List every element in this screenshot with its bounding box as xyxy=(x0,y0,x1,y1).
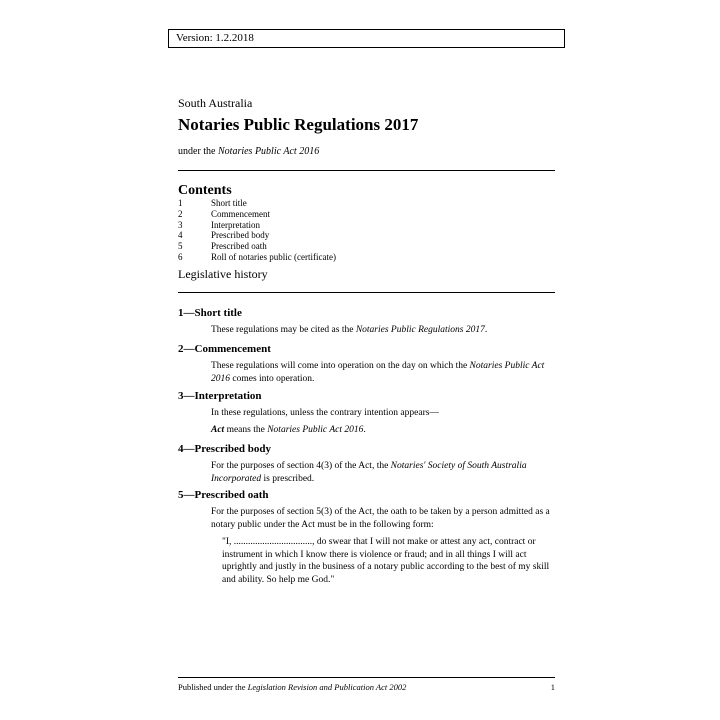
footer-act-link[interactable]: Legislation Revision and Publication Act 2002 xyxy=(247,682,407,692)
divider-top xyxy=(178,170,555,171)
toc-label: Interpretation xyxy=(211,219,260,230)
toc-item[interactable] xyxy=(178,252,336,263)
section-text-short-title xyxy=(211,324,556,337)
defined-term: Act xyxy=(211,425,225,435)
table-of-contents xyxy=(178,198,336,263)
text-span: comes into operation. xyxy=(230,373,315,384)
section-text-interpretation: In these regulations, unless the contrary intention appears— xyxy=(211,408,439,418)
footer-publication xyxy=(178,682,406,692)
toc-label: Commencement xyxy=(211,208,270,219)
text-span: means the xyxy=(224,425,268,435)
section-text-commencement xyxy=(211,360,556,385)
toc-item[interactable] xyxy=(178,209,336,220)
section-text-prescribed-body xyxy=(211,460,556,485)
toc-legislative-history[interactable]: Legislative history xyxy=(178,267,268,281)
text-span: These regulations may be cited as the xyxy=(211,325,356,335)
section-heading-interpretation: 3—Interpretation xyxy=(178,390,262,402)
text-span: Published under the xyxy=(178,682,248,692)
text-span: For the purposes of section 4(3) of the Act, the xyxy=(211,461,391,471)
divider-footer xyxy=(178,677,555,678)
text-span: . xyxy=(484,325,488,335)
page-number: 1 xyxy=(550,682,555,692)
toc-number: 2 xyxy=(178,208,183,219)
toc-item[interactable] xyxy=(178,230,336,241)
toc-item[interactable] xyxy=(178,241,336,252)
toc-label: Prescribed body xyxy=(211,230,270,241)
divider-contents xyxy=(178,292,555,293)
toc-number: 5 xyxy=(178,241,183,252)
version-label: Version: 1.2.2018 xyxy=(176,32,254,44)
italic-span: Notaries Public Regulations 2017 xyxy=(355,325,485,335)
toc-item[interactable] xyxy=(178,220,336,231)
under-prefix: under the xyxy=(178,146,218,157)
section-heading-prescribed-body: 4—Prescribed body xyxy=(178,443,271,455)
definition-act xyxy=(211,424,556,437)
page-footer xyxy=(178,682,555,692)
under-act-link[interactable]: Notaries Public Act 2016 xyxy=(218,146,320,157)
toc-label: Prescribed oath xyxy=(211,241,267,252)
toc-number: 3 xyxy=(178,219,183,230)
page-title: Notaries Public Regulations 2017 xyxy=(178,115,419,134)
italic-span: Notaries Public Act 2016 xyxy=(211,361,545,384)
text-span: . xyxy=(363,425,366,435)
toc-label: Short title xyxy=(211,198,247,208)
italic-span: Notaries' Society of South Australia Incorporated xyxy=(211,461,527,484)
under-act-line xyxy=(178,146,319,157)
section-text-prescribed-oath: For the purposes of section 5(3) of the Act, the oath to be taken by a person admitted as a notary public under the Act must be in the following form: xyxy=(211,507,550,530)
toc-item[interactable] xyxy=(178,198,336,209)
section-heading-commencement: 2—Commencement xyxy=(178,343,271,355)
section-heading-short-title: 1—Short title xyxy=(178,307,242,319)
jurisdiction: South Australia xyxy=(178,96,253,110)
section-heading-prescribed-oath: 5—Prescribed oath xyxy=(178,489,269,501)
toc-number: 6 xyxy=(178,251,183,262)
toc-number: 1 xyxy=(178,198,183,208)
italic-span: Notaries Public Act 2016 xyxy=(267,425,364,435)
text-span: These regulations will come into operation on the day on which the xyxy=(211,361,470,371)
toc-label: Roll of notaries public (certificate) xyxy=(211,251,336,262)
text-span: is prescribed. xyxy=(261,473,315,484)
toc-number: 4 xyxy=(178,230,183,241)
version-box xyxy=(168,29,565,48)
oath-text: "I, ................................., do swear that I will not make or attest any act, contract or instrument in which I know there is violence or fraud; and in all things I will act uprightly and justly in the business of a notary public according to the best of my skill and ability. So help me God." xyxy=(222,537,550,585)
contents-heading: Contents xyxy=(178,183,232,198)
